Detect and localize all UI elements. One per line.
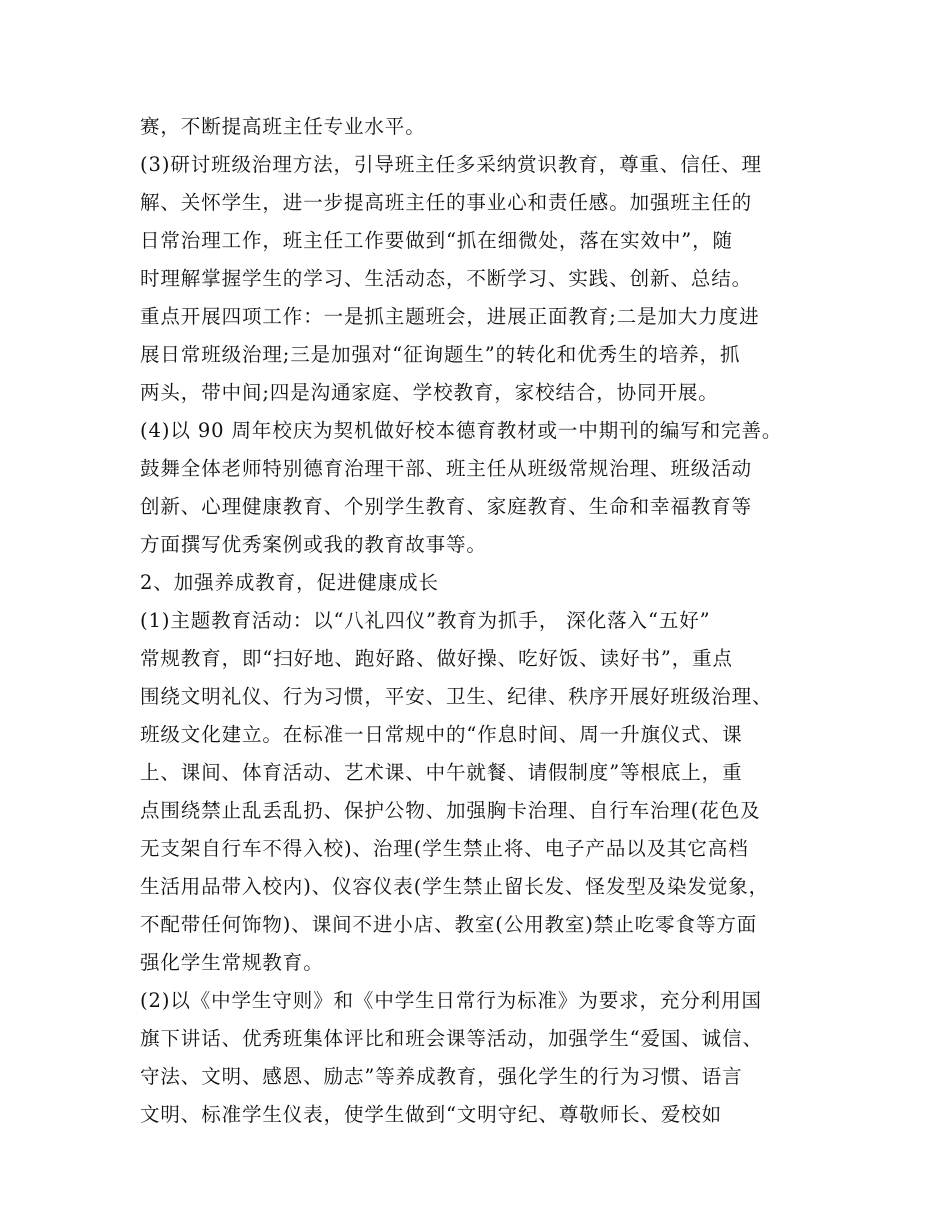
text-line: 日常治理工作，班主任工作要做到“抓在细微处，落在实效中”，随: [140, 229, 733, 252]
text-line: (4)以 90 周年校庆为契机做好校本德育教材或一中期刊的编写和完善。: [140, 419, 783, 442]
text-line: 点围绕禁止乱丢乱扔、保护公物、加强胸卡治理、自行车治理(花色及: [140, 799, 761, 822]
text-line: 时理解掌握学生的学习、生活动态，不断学习、实践、创新、总结。: [140, 267, 753, 290]
text-line: 上、课间、体育活动、艺术课、中午就餐、请假制度”等根底上，重: [140, 761, 743, 784]
text-line: 围绕文明礼仪、行为习惯，平安、卫生、纪律、秩序开展好班级治理、: [140, 685, 773, 708]
text-line: 无支架自行车不得入校)、治理(学生禁止将、电子产品以及其它高档: [140, 837, 749, 860]
text-line: 不配带任何饰物)、课间不进小店、教室(公用教室)禁止吃零食等方面: [140, 913, 758, 936]
text-line: 创新、心理健康教育、个别学生教育、家庭教育、生命和幸福教育等: [140, 495, 753, 518]
text-line: 鼓舞全体老师特别德育治理干部、班主任从班级常规治理、班级活动: [140, 457, 753, 480]
text-line: 旗下讲话、优秀班集体评比和班会课等活动，加强学生“爱国、诚信、: [140, 1027, 763, 1050]
text-line: (3)研讨班级治理方法，引导班主任多采纳赏识教育，尊重、信任、理: [140, 153, 762, 176]
text-line: 展日常班级治理;三是加强对“征询题生”的转化和优秀生的培养，抓: [140, 343, 741, 366]
document-body: [140, 108, 820, 1134]
section-heading: 2、加强养成教育，促进健康成长: [140, 571, 439, 594]
text-line: 重点开展四项工作：一是抓主题班会，进展正面教育;二是加大力度进: [140, 305, 760, 328]
text-line: 解、关怀学生，进一步提高班主任的事业心和责任感。加强班主任的: [140, 191, 753, 214]
text-line: 强化学生常规教育。: [140, 951, 324, 974]
text-line: 两头，带中间;四是沟通家庭、学校教育，家校结合，协同开展。: [140, 381, 719, 404]
text-line: 生活用品带入校内)、仪容仪表(学生禁止留长发、怪发型及染发觉象，: [140, 875, 770, 898]
text-line: 方面撰写优秀案例或我的教育故事等。: [140, 533, 487, 556]
text-line: 赛，不断提高班主任专业水平。: [140, 115, 426, 138]
text-line: 班级文化建立。在标准一日常规中的“作息时间、周一升旗仪式、课: [140, 723, 743, 746]
text-line: 常规教育，即“扫好地、跑好路、做好操、吃好饭、读好书”，重点: [140, 647, 733, 670]
text-line: 文明、标准学生仪表，使学生做到“文明守纪、尊敬师长、爱校如: [140, 1103, 723, 1126]
text-line: (2)以《中学生守则》和《中学生日常行为标准》为要求，充分利用国: [140, 989, 762, 1012]
text-line: 守法、文明、感恩、励志”等养成教育，强化学生的行为习惯、语言: [140, 1065, 743, 1088]
text-line: (1)主题教育活动：以“八礼四仪”教育为抓手， 深化落入“五好”: [140, 609, 711, 632]
